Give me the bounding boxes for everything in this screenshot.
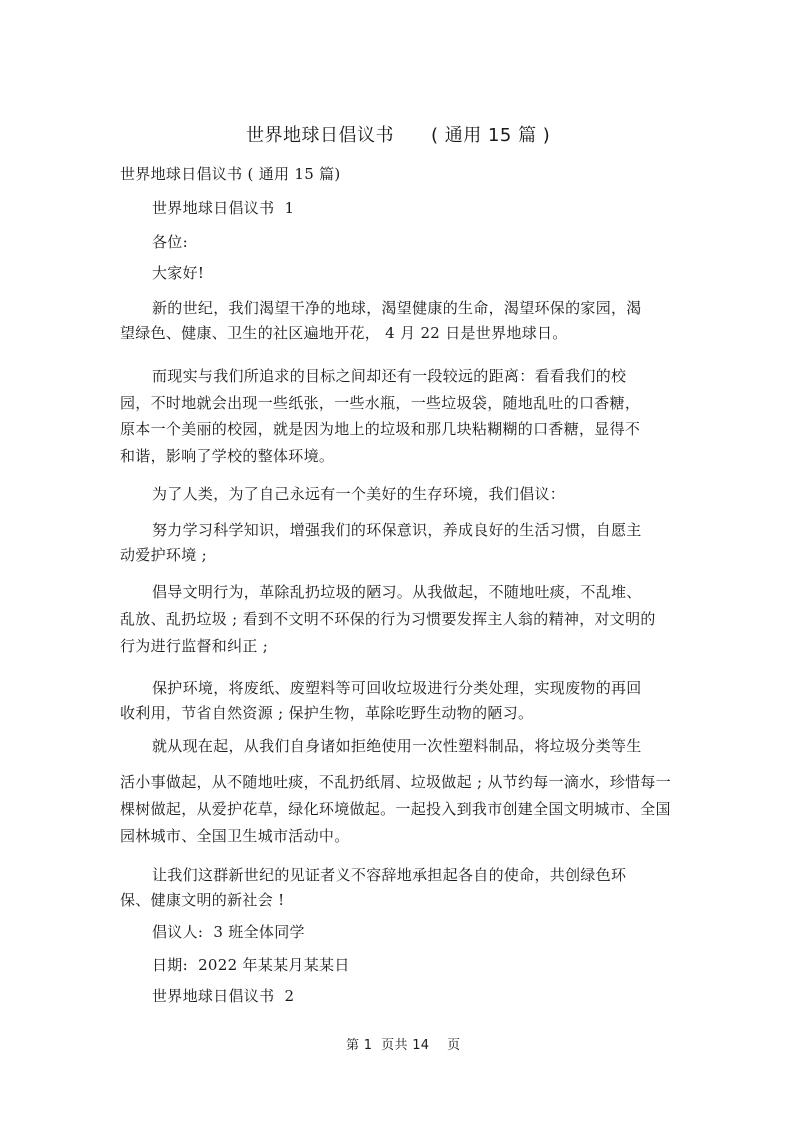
paragraph-4-line-2: 动爱护环境 ;	[120, 546, 207, 564]
paragraph-2-line-4: 和谐，影响了学校的整体环境。	[120, 447, 335, 465]
paragraph-7-line-2: 活小事做起，从不随地吐痰，不乱扔纸屑、垃圾做起 ; 从节约每一滴水，珍惜每一	[120, 773, 671, 791]
document-subtitle: 世界地球日倡议书 ( 通用 15 篇)	[120, 165, 341, 183]
paragraph-5-line-3: 行为进行监督和纠正 ;	[120, 637, 269, 655]
paragraph-5-line-2: 乱放、乱扔垃圾 ; 看到不文明不环保的行为习惯要发挥主人翁的精神，对文明的	[120, 610, 656, 628]
paragraph-6-line-2: 收利用，节省自然资源 ; 保护生物，革除吃野生动物的陋习。	[120, 704, 534, 722]
paragraph-3-line-1: 为了人类，为了自己永远有一个美好的生存环境，我们倡议：	[152, 485, 566, 503]
section-heading-1: 世界地球日倡议书 1	[152, 199, 295, 217]
paragraph-2-line-2: 园，不时地就会出现一些纸张，一些水瓶，一些垃圾袋，随地乱吐的口香糖，	[120, 394, 641, 412]
page-footer: 第 1 页共 14 页	[346, 1038, 461, 1053]
document-title: 世界地球日倡议书 ( 通用 15 篇 )	[246, 125, 551, 146]
date-line: 日期: 2022 年某某月某某日	[152, 956, 350, 974]
greeting-line: 各位:	[152, 233, 188, 251]
signer-line: 倡议人: 3 班全体同学	[152, 923, 305, 941]
paragraph-8-line-2: 保、健康文明的新社会 !	[120, 891, 285, 909]
paragraph-2-line-1: 而现实与我们所追求的目标之间却还有一段较远的距离：看看我们的校	[152, 367, 627, 385]
paragraph-8-line-1: 让我们这群新世纪的见证者义不容辞地承担起各自的使命，共创绿色环	[152, 866, 627, 884]
hello-line: 大家好!	[152, 264, 205, 282]
paragraph-1-line-1: 新的世纪，我们渴望干净的地球，渴望健康的生命，渴望环保的家园，渴	[152, 299, 642, 317]
paragraph-7-line-1: 就从现在起，从我们自身诸如拒绝使用一次性塑料制品，将垃圾分类等生	[152, 737, 642, 755]
paragraph-1-line-2: 望绿色、健康、卫生的社区遍地开花， 4 月 22 日是世界地球日。	[120, 324, 568, 342]
paragraph-7-line-4: 园林城市、全国卫生城市活动中。	[120, 827, 350, 845]
paragraph-4-line-1: 努力学习科学知识，增强我们的环保意识，养成良好的生活习惯，自愿主	[152, 521, 642, 539]
paragraph-5-line-1: 倡导文明行为，革除乱扔垃圾的陋习。从我做起，不随地吐痰，不乱堆、	[152, 583, 642, 601]
section-heading-2: 世界地球日倡议书 2	[152, 987, 295, 1005]
paragraph-6-line-1: 保护环境，将废纸、废塑料等可回收垃圾进行分类处理，实现废物的再回	[152, 679, 642, 697]
paragraph-7-line-3: 棵树做起，从爱护花草，绿化环境做起。一起投入到我市创建全国文明城市、全国	[120, 800, 671, 818]
paragraph-2-line-3: 原本一个美丽的校园，就是因为地上的垃圾和那几块粘糊糊的口香糖，显得不	[120, 420, 641, 438]
